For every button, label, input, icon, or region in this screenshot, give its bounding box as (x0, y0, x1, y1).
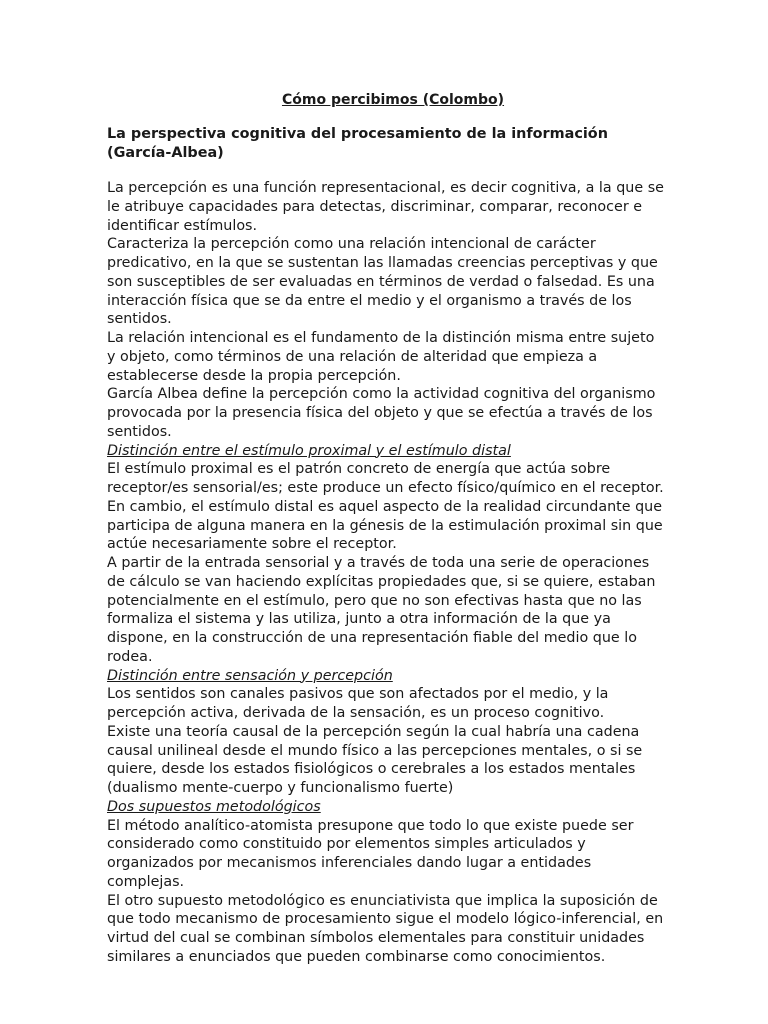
document-body (107, 179, 667, 967)
paragraph: Los sentidos son canales pasivos que son afectados por el medio, y la percepción activa, derivada de la sensación, es un proceso cognitivo. (107, 686, 609, 721)
paragraph: A partir de la entrada sensorial y a través de toda una serie de operaciones de cálculo se van haciendo explícitas propiedades que, si se quiere, estaban potencialmente en el estímulo, pero que no son efectivas hasta que no las formaliza el sistema y las utiliza, junto a otra información de la que ya dispone, en la construcción de una representación fiable del medio que lo rodea. (107, 555, 656, 665)
paragraph: Existe una teoría causal de la percepción según la cual habría una cadena causal unilineal desde el mundo físico a las percepciones mentales, o si se quiere, desde los estados fisiológicos o cerebrales a los estados mentales (dualismo mente-cuerpo y funcionalismo fuerte) (107, 723, 643, 796)
section-heading: Distinción entre el estímulo proximal y el estímulo distal (107, 442, 511, 459)
paragraph: El otro supuesto metodológico es enunciativista que implica la suposición de que todo mecanismo de procesamiento sigue el modelo lógico-inferencial, en virtud del cual se combinan símbolos elementales para constituir unidades similares a enunciados que pueden combinarse como conocimientos. (107, 892, 664, 965)
section-heading: Distinción entre sensación y percepción (107, 667, 393, 684)
document-title: Cómo percibimos (Colombo) (281, 92, 505, 108)
paragraph: La relación intencional es el fundamento de la distinción misma entre sujeto y objeto, como términos de una relación de alteridad que empieza a establecerse desde la propia percepción. (107, 330, 655, 384)
paragraph: Caracteriza la percepción como una relación intencional de carácter predicativo, en la que se sustentan las llamadas creencias perceptivas y que son susceptibles de ser evaluadas en términos de verdad o falsedad. Es una interacción física que se da entre el medio y el organismo a través de los sentidos. (107, 236, 658, 328)
document-page (107, 90, 667, 967)
document-subtitle: La perspectiva cognitiva del procesamiento de la información (García-Albea) (107, 126, 608, 161)
paragraph: La percepción es una función representacional, es decir cognitiva, a la que se le atribuye capacidades para detectas, discriminar, comparar, reconocer e identificar estímulos. (107, 180, 664, 234)
paragraph: En cambio, el estímulo distal es aquel aspecto de la realidad circundante que participa de alguna manera en la génesis de la estimulación proximal sin que actúe necesariamente sobre el receptor. (107, 498, 663, 553)
paragraph: García Albea define la percepción como la actividad cognitiva del organismo provocada por la presencia física del objeto y que se efectúa a través de los sentidos. (107, 386, 656, 440)
section-heading: Dos supuestos metodológicos (107, 798, 321, 815)
paragraph: El método analítico-atomista presupone que todo lo que existe puede ser considerado como constituido por elementos simples articulados y organizados por mecanismos inferenciales dando lugar a entidades complejas. (107, 817, 634, 890)
paragraph: El estímulo proximal es el patrón concreto de energía que actúa sobre receptor/es sensorial/es; este produce un efecto físico/químico en el receptor. (107, 461, 664, 496)
